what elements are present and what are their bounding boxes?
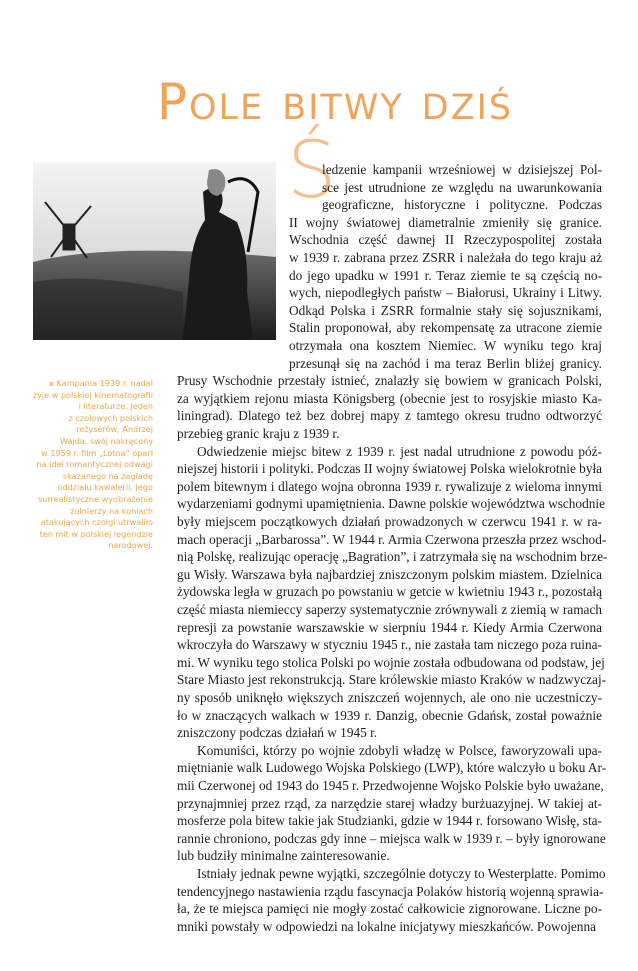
caption-line: oddziału kawalerii. Jego	[57, 482, 153, 493]
text-line: Wschodnia część dawnej II Rzeczypospolitej została	[289, 232, 602, 248]
text-line: w 1939 r. zabrana przez ZSRR i należała do tego kraju aż	[289, 250, 602, 265]
text-line: Istniały jednak pewne wyjątki, szczególnie dotyczy to Westerplatte. Pomimo	[197, 866, 606, 881]
drop-cap: Ś	[287, 126, 337, 216]
text-line: gu Wisły. Warszawa była najbardziej zniszczonym polskim miastem. Dzielnica	[177, 566, 602, 582]
text-line: sce jest utrudnione ze względu na uwarunkowania	[322, 179, 602, 195]
text-line: ła, że te miejsca pamięci nie mogły zostać całkowicie zignorowane. Liczne po-	[177, 901, 602, 917]
text-line: przebieg granic kraju z 1939 r.	[177, 426, 340, 441]
text-line: Stalin proponował, aby rekompensatę za utracone ziemie	[289, 320, 602, 336]
text-line: polem bitewnym i dlatego wojna obronna 1939 r. rywalizuje z wieloma innymi	[177, 478, 602, 494]
text-line: wkroczyła do Warszawy w styczniu 1945 r., nie zastała tam niczego poza ruina-	[177, 637, 602, 653]
text-line: za wyjątkiem rejonu miasta Königsberg (obecnie jest to rosyjskie miasto Ka-	[177, 390, 602, 406]
text-line: zniszczony podczas działań w 1945 r.	[177, 725, 378, 741]
caption-line: na idei romantycznej odwagi	[36, 459, 153, 470]
text-line: lub budziły minimalne zainteresowanie.	[177, 848, 390, 864]
text-line: Komuniści, którzy po wojnie zdobyli władzę w Polsce, faworyzowali upa-	[197, 742, 602, 758]
caption-line: w 1959 r. film „Lotna” oparł	[41, 447, 153, 458]
text-line: ny sposób uniknęło większych zniszczeń wojennych, ale ono nie uczestniczy-	[177, 690, 602, 705]
text-line: ledzenie kampanii wrześniowej w dzisiejszej Pol-	[322, 162, 602, 177]
text-line: Prusy Wschodnie przestały istnieć, znalazły się bowiem w granicach Polski,	[177, 373, 602, 389]
text-line: mach operacji „Barbarossa”. W 1944 r. Armia Czerwona przeszła przez wschod-	[177, 531, 607, 547]
caption-line: surrealistyczne wyobrażenie	[37, 493, 153, 504]
caption-text: Kampania 1939 r. nadal	[56, 378, 153, 388]
soldier-windmill-image	[33, 162, 276, 340]
caption-line: atakujących czołgi utrwaliło	[40, 517, 153, 528]
text-line: Stare Miasto jest rekonstrukcją. Stare królewskie miasto Kraków w nadzwyczaj-	[177, 672, 607, 688]
text-line: przesunął się na zachód i ma teraz Berlin bliżej granicy.	[289, 355, 602, 371]
page-title: Pole bitwy dziś	[156, 72, 514, 131]
text-line: Odkąd Polska i ZSRR formalnie stały się sojusznikami,	[289, 302, 602, 318]
film-still-photo	[33, 162, 276, 340]
caption-line: ten mit w polskiej legendzie	[39, 528, 153, 539]
text-line: miętnianie walk Ludowego Wojska Polskiego (LWP), które walczyło u boku Ar-	[177, 760, 607, 776]
caption-line: żyje w polskiej kinematografii	[32, 389, 153, 400]
text-line: mi. W wyniku tego stolica Polski po wojnie została odbudowana od podstaw, jej	[177, 654, 605, 670]
caption-line: Wajda, swój nakręcony	[60, 435, 153, 446]
text-line: do jego upadku w 1991 r. Teraz ziemie te są częścią no-	[289, 267, 602, 283]
text-line: żydowska legła w gruzach po powstaniu w getcie w kwietniu 1943 r., pozostałą	[177, 584, 602, 600]
text-line: mniki powstały w odpowiedzi na lokalne inicjatywy mieszkańców. Powojenna	[177, 918, 597, 934]
text-line: były miejscem początkowych działań prowadzonych w czerwcu 1941 r. w ra-	[177, 514, 602, 529]
text-line: przynajmniej przez rząd, za narzędzie starej władzy burżuazyjnej. W takiej at-	[177, 795, 602, 811]
text-line: mosferze pola bitew takie jak Studzianki, gdzie w 1944 r. forsowano Wisłę, sta-	[177, 813, 602, 829]
text-line: II wojny światowej diametralnie zmieniły się granice.	[289, 214, 602, 230]
caption-line: skazanego na zagładę	[62, 470, 153, 481]
text-line: część miasta niemieccy saperzy systematycznie zrównywali z ziemią w ramach	[177, 602, 602, 617]
text-line: niejszej historii i polityki. Podczas II wojny światowej Polska wielokrotnie była	[177, 461, 603, 477]
bullet-icon: ▪	[48, 378, 55, 388]
text-line: tendencyjnego nastawienia rządu fascynacja Polaków historią wojenną sprawia-	[177, 883, 604, 899]
text-line: nią Polskę, realizując operację „Bagration”, i zatrzymała się na wschodnim brze-	[177, 549, 608, 565]
caption-line: żołnierzy na koniach	[70, 505, 153, 516]
caption-line	[18, 378, 153, 390]
text-line: geograficzne, historyczne i polityczne. Podczas	[322, 197, 602, 213]
caption-line: z czołowych polskich	[68, 412, 153, 423]
text-line: ło w znaczących walkach w 1939 r. Danzig, obecnie Gdańsk, został poważnie	[177, 707, 602, 723]
caption-line: reżyserów, Andrzej	[76, 424, 153, 435]
photo-caption	[18, 378, 153, 552]
caption-line: i literaturze. Jeden	[78, 401, 153, 412]
text-line: liningrad). Dlatego też bez dobrej mapy z tamtego okresu trudno odtworzyć	[177, 408, 602, 424]
text-line: otrzymała ona kosztem Niemiec. W wyniku tego kraj	[289, 338, 602, 353]
text-line: wydarzeniami godnymi upamiętnienia. Dawne polskie województwa wschodnie	[177, 496, 605, 512]
text-line: represji za powstanie warszawskie w sierpniu 1944 r. Kiedy Armia Czerwona	[177, 619, 602, 635]
caption-line: narodowej.	[108, 540, 153, 551]
text-line: wych, niepodległych państw – Białorusi, Ukrainy i Litwy.	[289, 285, 602, 301]
text-line: mii Czerwonej od 1943 do 1945 r. Przedwojenne Wojsko Polskie było uważane,	[177, 778, 604, 793]
text-line: rannie chroniono, podczas gdy inne – miejsca walk w 1939 r. – były ignorowane	[177, 830, 606, 846]
text-line: Odwiedzenie miejsc bitew z 1939 r. jest nadal utrudnione z powodu póź-	[197, 443, 602, 459]
